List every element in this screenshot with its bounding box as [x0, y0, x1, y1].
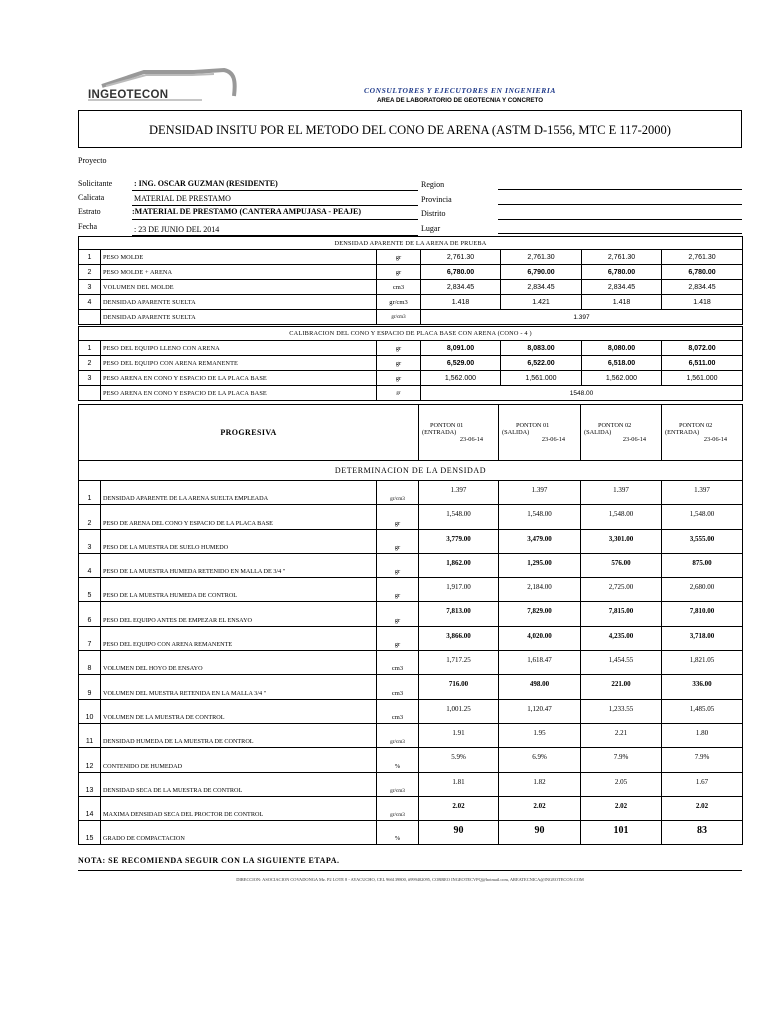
- row-unit: gr/cm3: [377, 723, 419, 747]
- cell-value: 7.9%: [581, 748, 662, 772]
- column-header-1: PONTON 01 (ENTRADA) 23-06-14: [419, 405, 499, 461]
- cell-value: 90: [499, 821, 581, 845]
- cell-value: 1,295.00: [499, 553, 581, 577]
- row-label: DENSIDAD APARENTE SUELTA: [101, 295, 377, 310]
- cell-value: 7,829.00: [499, 602, 581, 626]
- row-label: PESO DE LA MUESTRA HUMEDA RETENIDO EN MALLA DE 3/4 ": [101, 553, 377, 577]
- row-label: PESO MOLDE + ARENA: [101, 265, 377, 280]
- cell-value: 1.418: [582, 295, 662, 310]
- solicitante-value: : ING. OSCAR GUZMAN (RESIDENTE): [134, 179, 278, 188]
- row-unit: cm3: [377, 280, 421, 295]
- cell-value: 6,780.00: [662, 265, 743, 280]
- cell-value: 3,301.00: [581, 529, 662, 553]
- row-number: 3: [79, 280, 101, 295]
- cone-calibration-table: [78, 326, 743, 401]
- cell-value: 3,718.00: [662, 626, 743, 650]
- row-number: 10: [79, 699, 101, 723]
- row-unit: cm3: [377, 699, 419, 723]
- cell-value: 7.9%: [662, 748, 743, 772]
- row-number: 4: [79, 553, 101, 577]
- lugar-label: Lugar: [421, 224, 441, 233]
- row-label: PESO DE ARENA DEL CONO Y ESPACIO DE LA PLACA BASE: [101, 505, 377, 529]
- cell-value: 1,561.000: [501, 371, 582, 386]
- cell-value: 6,780.00: [421, 265, 501, 280]
- row-unit: gr: [377, 356, 421, 371]
- table-row: [79, 280, 743, 295]
- row-number: 2: [79, 265, 101, 280]
- progresiva-label: PROGRESIVA: [79, 405, 419, 461]
- row-number: 2: [79, 356, 101, 371]
- lab-area: AREA DE LABORATORIO DE GEOTECNIA Y CONCRETO: [376, 97, 544, 104]
- cell-value: 6.9%: [499, 748, 581, 772]
- table-row: [79, 371, 743, 386]
- summary-blank: [79, 386, 101, 401]
- cell-value: 1,618.47: [499, 651, 581, 675]
- cell-value: 2.02: [581, 796, 662, 820]
- row-label: DENSIDAD SECA DE LA MUESTRA DE CONTROL: [101, 772, 377, 796]
- row-label: MAXIMA DENSIDAD SECA DEL PROCTOR DE CONTROL: [101, 796, 377, 820]
- cell-value: 1,548.00: [419, 505, 499, 529]
- table-row: [79, 505, 743, 529]
- row-number: 11: [79, 723, 101, 747]
- row-number: 12: [79, 748, 101, 772]
- row-unit: %: [377, 748, 419, 772]
- cell-value: 2.02: [662, 796, 743, 820]
- summary-value: 1548.00: [421, 386, 743, 401]
- row-label: PESO DEL EQUIPO CON ARENA REMANENTE: [101, 626, 377, 650]
- table1-title: DENSIDAD APARENTE DE LA ARENA DE PRUEBA: [79, 237, 743, 250]
- row-number: 4: [79, 295, 101, 310]
- summary-label: PESO ARENA EN CONO Y ESPACIO DE LA PLACA BASE: [101, 386, 377, 401]
- table-row: [79, 356, 743, 371]
- row-label: VOLUMEN DEL HOYO DE ENSAYO: [101, 651, 377, 675]
- row-label: PESO ARENA EN CONO Y ESPACIO DE LA PLACA BASE: [101, 371, 377, 386]
- table-row: [79, 748, 743, 772]
- cell-value: 221.00: [581, 675, 662, 699]
- cell-value: 6,529.00: [421, 356, 501, 371]
- table-row: [79, 796, 743, 820]
- row-unit: gr/cm3: [377, 772, 419, 796]
- row-unit: cm3: [377, 651, 419, 675]
- cell-value: 2,761.30: [582, 250, 662, 265]
- logo-text: INGEOTECON: [88, 89, 169, 101]
- column-header-3: PONTON 02 (SALIDA) 23-06-14: [581, 405, 662, 461]
- cell-value: 1,562.000: [421, 371, 501, 386]
- summary-row: [79, 310, 743, 325]
- table-row: [79, 265, 743, 280]
- row-number: 3: [79, 529, 101, 553]
- row-unit: gr: [377, 578, 419, 602]
- table-row: [79, 553, 743, 577]
- cell-value: 1.397: [419, 481, 499, 505]
- row-number: 1: [79, 250, 101, 265]
- row-label: DENSIDAD APARENTE DE LA ARENA SUELTA EMPLEADA: [101, 481, 377, 505]
- summary-row: [79, 386, 743, 401]
- row-label: VOLUMEN DEL MUESTRA RETENIDA EN LA MALLA 3/4 ": [101, 675, 377, 699]
- row-unit: gr/cm3: [377, 295, 421, 310]
- row-unit: gr: [377, 371, 421, 386]
- row-label: PESO MOLDE: [101, 250, 377, 265]
- cell-value: 1.421: [501, 295, 582, 310]
- cell-value: 101: [581, 821, 662, 845]
- summary-unit: gr/cm3: [377, 310, 421, 325]
- row-label: PESO DE LA MUESTRA HUMEDA DE CONTROL: [101, 578, 377, 602]
- cell-value: 2.21: [581, 723, 662, 747]
- cell-value: 8,080.00: [582, 341, 662, 356]
- row-unit: %: [377, 821, 419, 845]
- cell-value: 5.9%: [419, 748, 499, 772]
- cell-value: 1.418: [662, 295, 743, 310]
- cell-value: 1.95: [499, 723, 581, 747]
- row-unit: cm3: [377, 675, 419, 699]
- row-unit: gr: [377, 626, 419, 650]
- table-row: [79, 723, 743, 747]
- cell-value: 2,680.00: [662, 578, 743, 602]
- solicitante-label: Solicitante: [78, 179, 113, 188]
- row-number: 3: [79, 371, 101, 386]
- cell-value: 1,120.47: [499, 699, 581, 723]
- table-row: [79, 772, 743, 796]
- cell-value: 90: [419, 821, 499, 845]
- table-row: [79, 651, 743, 675]
- column-header-4: PONTON 02 (ENTRADA) 23-06-14: [662, 405, 743, 461]
- region-label: Region: [421, 180, 445, 189]
- row-label: CONTENIDO DE HUMEDAD: [101, 748, 377, 772]
- row-label: PESO DE LA MUESTRA DE SUELO HUMEDO: [101, 529, 377, 553]
- footer-divider: [78, 870, 742, 871]
- row-label: VOLUMEN DE LA MUESTRA DE CONTROL: [101, 699, 377, 723]
- column-header-2: PONTON 01 (SALIDA) 23-06-14: [499, 405, 581, 461]
- cell-value: 6,790.00: [501, 265, 582, 280]
- cell-value: 6,518.00: [582, 356, 662, 371]
- table-row: [79, 602, 743, 626]
- cell-value: 6,780.00: [582, 265, 662, 280]
- cell-value: 1.81: [419, 772, 499, 796]
- table-row: [79, 481, 743, 505]
- cell-value: 1,917.00: [419, 578, 499, 602]
- cell-value: 1.397: [499, 481, 581, 505]
- cell-value: 1.80: [662, 723, 743, 747]
- row-number: 8: [79, 651, 101, 675]
- cell-value: 7,810.00: [662, 602, 743, 626]
- row-number: 13: [79, 772, 101, 796]
- cell-value: 3,779.00: [419, 529, 499, 553]
- cell-value: 1,548.00: [499, 505, 581, 529]
- table-row: [79, 675, 743, 699]
- row-label: PESO DEL EQUIPO ANTES DE EMPEZAR EL ENSAYO: [101, 602, 377, 626]
- row-number: 1: [79, 341, 101, 356]
- proyecto-label: Proyecto: [78, 156, 107, 165]
- cell-value: 2,184.00: [499, 578, 581, 602]
- table-row: [79, 250, 743, 265]
- row-number: 6: [79, 602, 101, 626]
- calicata-label: Calicata: [78, 193, 105, 202]
- calicata-value: MATERIAL DE PRESTAMO: [134, 194, 231, 203]
- row-unit: gr: [377, 529, 419, 553]
- row-number: 7: [79, 626, 101, 650]
- cell-value: 1.418: [421, 295, 501, 310]
- cell-value: 7,813.00: [419, 602, 499, 626]
- cell-value: 1,821.05: [662, 651, 743, 675]
- summary-blank: [79, 310, 101, 325]
- cell-value: 1.67: [662, 772, 743, 796]
- recommendation-note: NOTA: SE RECOMIENDA SEGUIR CON LA SIGUIENTE ETAPA.: [78, 856, 340, 865]
- cell-value: 8,072.00: [662, 341, 743, 356]
- provincia-label: Provincia: [421, 195, 452, 204]
- row-label: PESO DEL EQUIPO LLENO CON ARENA: [101, 341, 377, 356]
- row-unit: gr: [377, 505, 419, 529]
- cell-value: 6,522.00: [501, 356, 582, 371]
- cell-value: 6,511.00: [662, 356, 743, 371]
- cell-value: 498.00: [499, 675, 581, 699]
- row-number: 14: [79, 796, 101, 820]
- cell-value: 2,761.30: [501, 250, 582, 265]
- arena-density-table: [78, 236, 743, 325]
- cell-value: 1.82: [499, 772, 581, 796]
- document-title: DENSIDAD INSITU POR EL METODO DEL CONO DE ARENA (ASTM D-1556, MTC E 117-2000): [149, 123, 671, 137]
- cell-value: 336.00: [662, 675, 743, 699]
- row-label: PESO DEL EQUIPO CON ARENA REMANENTE: [101, 356, 377, 371]
- cell-value: 1,561.000: [662, 371, 743, 386]
- cell-value: 1,001.25: [419, 699, 499, 723]
- cell-value: 3,555.00: [662, 529, 743, 553]
- table-row: [79, 821, 743, 845]
- table2-title: CALIBRACION DEL CONO Y ESPACIO DE PLACA BASE CON ARENA (CONO - 4 ): [79, 327, 743, 341]
- row-unit: gr: [377, 250, 421, 265]
- table-row: [79, 699, 743, 723]
- cell-value: 8,083.00: [501, 341, 582, 356]
- cell-value: 2.02: [419, 796, 499, 820]
- row-number: 15: [79, 821, 101, 845]
- row-label: VOLUMEN DEL MOLDE: [101, 280, 377, 295]
- cell-value: 1,562.000: [582, 371, 662, 386]
- estrato-label: Estrato: [78, 207, 101, 216]
- cell-value: 7,815.00: [581, 602, 662, 626]
- cell-value: 1,548.00: [662, 505, 743, 529]
- summary-value: 1.397: [421, 310, 743, 325]
- cell-value: 3,479.00: [499, 529, 581, 553]
- cell-value: 1,862.00: [419, 553, 499, 577]
- row-unit: gr: [377, 341, 421, 356]
- cell-value: 2,761.30: [421, 250, 501, 265]
- row-number: 9: [79, 675, 101, 699]
- cell-value: 2,725.00: [581, 578, 662, 602]
- summary-label: DENSIDAD APARENTE SUELTA: [101, 310, 377, 325]
- distrito-label: Distrito: [421, 209, 446, 218]
- title-box: [78, 110, 742, 148]
- row-label: DENSIDAD HUMEDA DE LA MUESTRA DE CONTROL: [101, 723, 377, 747]
- cell-value: 2.02: [499, 796, 581, 820]
- cell-value: 1,717.25: [419, 651, 499, 675]
- cell-value: 716.00: [419, 675, 499, 699]
- density-determination-table: [78, 404, 743, 845]
- cell-value: 1.397: [662, 481, 743, 505]
- cell-value: 2,834.45: [421, 280, 501, 295]
- fecha-label: Fecha: [78, 222, 98, 231]
- company-logo: [84, 66, 239, 106]
- cell-value: 2,834.45: [582, 280, 662, 295]
- cell-value: 2,834.45: [662, 280, 743, 295]
- row-unit: gr/cm3: [377, 481, 419, 505]
- summary-unit: gr: [377, 386, 421, 401]
- company-name: CONSULTORES Y EJECUTORES EN INGENIERIA: [363, 86, 557, 95]
- row-label: GRADO DE COMPACTACION: [101, 821, 377, 845]
- section-title: DETERMINACION DE LA DENSIDAD: [79, 461, 743, 481]
- cell-value: 875.00: [662, 553, 743, 577]
- cell-value: 4,020.00: [499, 626, 581, 650]
- cell-value: 576.00: [581, 553, 662, 577]
- table-row: [79, 626, 743, 650]
- cell-value: 2,834.45: [501, 280, 582, 295]
- cell-value: 1.397: [581, 481, 662, 505]
- estrato-value: :MATERIAL DE PRESTAMO (CANTERA AMPUJASA - PEAJE): [132, 207, 362, 216]
- cell-value: 1,233.55: [581, 699, 662, 723]
- cell-value: 4,235.00: [581, 626, 662, 650]
- row-unit: gr/cm3: [377, 796, 419, 820]
- cell-value: 1,485.05: [662, 699, 743, 723]
- footer-address: DIRECCION: ASOCIACION COVADONGA Mz. P2 LOTE 8 - AYACUCHO, CEL 966139800, #999402095, CORREO INGEOTECVPQ@hotmail.com, AREATECNICA@INGEOTECON.COM: [236, 877, 584, 882]
- cell-value: 83: [662, 821, 743, 845]
- row-unit: gr: [377, 553, 419, 577]
- cell-value: 8,091.00: [421, 341, 501, 356]
- cell-value: 2.05: [581, 772, 662, 796]
- cell-value: 1,548.00: [581, 505, 662, 529]
- fecha-value: : 23 DE JUNIO DEL 2014: [134, 225, 220, 234]
- row-number: 1: [79, 481, 101, 505]
- row-unit: gr: [377, 265, 421, 280]
- row-number: 2: [79, 505, 101, 529]
- table-row: [79, 578, 743, 602]
- cell-value: 1.91: [419, 723, 499, 747]
- row-number: 5: [79, 578, 101, 602]
- row-unit: gr: [377, 602, 419, 626]
- cell-value: 1,454.55: [581, 651, 662, 675]
- table-row: [79, 295, 743, 310]
- table-row: [79, 529, 743, 553]
- cell-value: 2,761.30: [662, 250, 743, 265]
- table-row: [79, 341, 743, 356]
- cell-value: 3,866.00: [419, 626, 499, 650]
